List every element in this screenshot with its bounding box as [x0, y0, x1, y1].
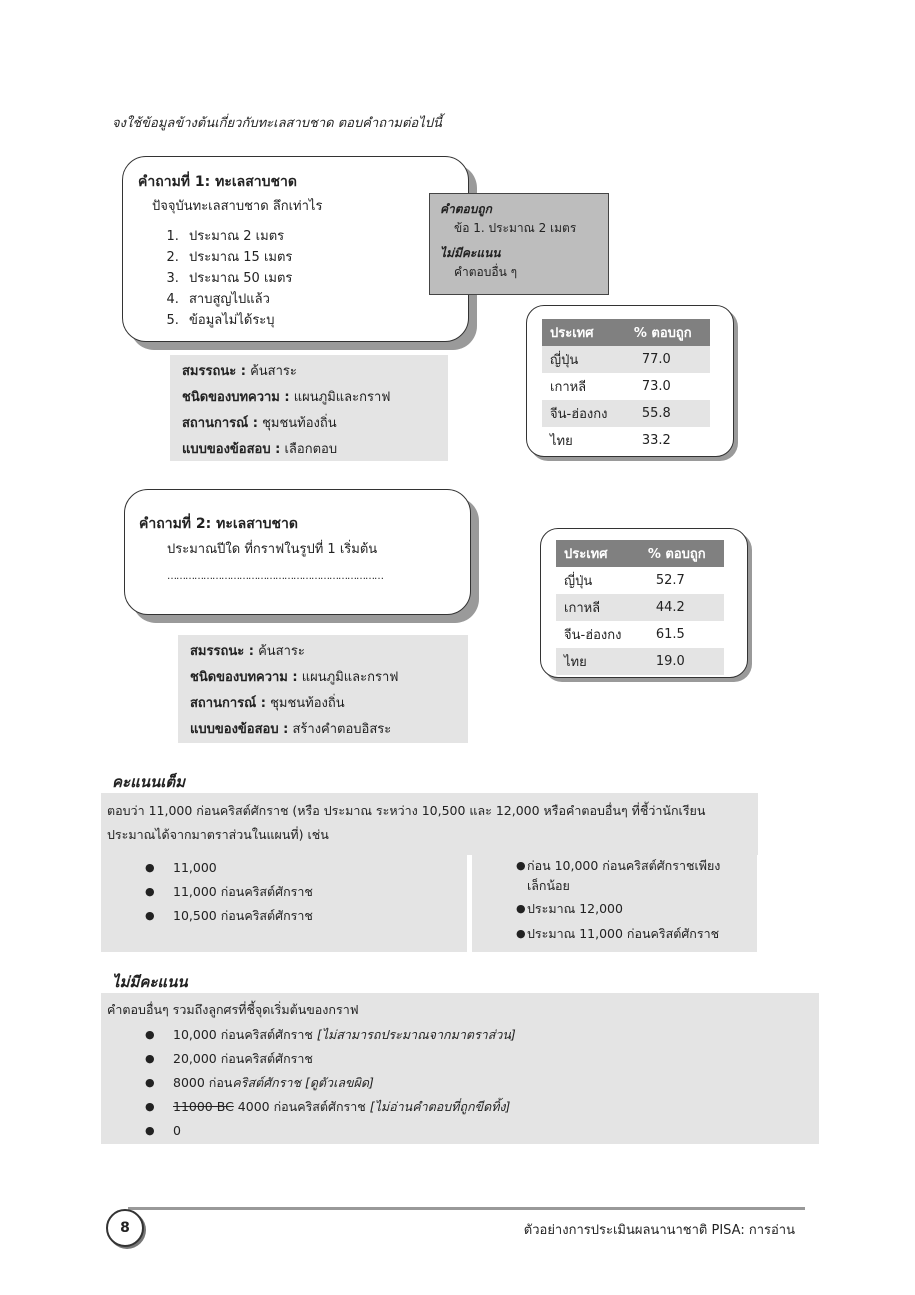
full-credit-examples-left	[101, 852, 467, 952]
list-item: ● 11,000	[101, 856, 467, 880]
table-row	[556, 621, 724, 648]
percent-cell: 55.8	[626, 400, 710, 427]
no-credit-item-note: [ดูตัวเลขผิด]	[304, 1075, 374, 1090]
meta-label-text-type: ชนิดของบทความ :	[190, 670, 298, 685]
footer-divider	[128, 1207, 805, 1210]
list-item	[101, 1047, 813, 1071]
meta-label-item-format: แบบของข้อสอบ :	[190, 722, 289, 737]
correct-answer-heading: คำตอบถูก	[440, 202, 492, 216]
table-row	[556, 567, 724, 594]
meta-value-item-format: สร้างคำตอบอิสระ	[292, 722, 392, 737]
list-item: ● ประมาณ 12,000	[472, 896, 757, 922]
results-table-1	[542, 319, 710, 454]
column-header-country: ประเทศ	[542, 319, 626, 346]
question-1-metadata	[170, 355, 448, 461]
country-cell: ญี่ปุ่น	[542, 346, 626, 373]
results-table-2-box	[540, 528, 748, 678]
question-1-options	[138, 226, 468, 331]
table-row	[542, 346, 710, 373]
results-table-2	[556, 540, 724, 675]
meta-label-situation: สถานการณ์ :	[190, 696, 266, 711]
percent-cell: 61.5	[655, 627, 685, 642]
meta-value-situation: ชุมชนท้องถิ่น	[270, 696, 345, 711]
meta-value-competency: ค้นสาระ	[258, 644, 305, 659]
instruction-text: จงใช้ข้อมูลข้างต้นเกี่ยวกับทะเลสาบชาด ตอบคำถามต่อไปนี้	[112, 116, 442, 131]
list-item: ● ประมาณ 11,000 ก่อนคริสต์ศักราช	[472, 922, 757, 946]
page-number: 8	[106, 1209, 144, 1247]
question-1-text: ปัจจุบันทะเลสาบชาด ลึกเท่าไร	[152, 199, 323, 214]
question-2-box	[124, 489, 471, 615]
no-credit-item-text: 0	[173, 1123, 181, 1138]
no-credit-item-note: [ไม่สามารถประมาณจากมาตราส่วน]	[316, 1027, 516, 1042]
no-credit-heading: ไม่มีคะแนน	[440, 246, 501, 260]
meta-label-situation: สถานการณ์ :	[182, 416, 258, 431]
option-2: 2. ประมาณ 15 เมตร	[183, 247, 468, 268]
option-3: 3. ประมาณ 50 เมตร	[183, 268, 468, 289]
table-row	[556, 648, 724, 675]
no-credit-item-text: 10,000 ก่อนคริสต์ศักราช	[173, 1027, 313, 1042]
no-credit-item-text: 8000 ก่อน	[173, 1075, 233, 1090]
no-credit-text: คำตอบอื่น ๆ	[454, 265, 518, 279]
question-2-metadata	[178, 635, 468, 743]
full-credit-heading: คะแนนเต็ม	[112, 773, 186, 791]
meta-value-text-type: แผนภูมิและกราฟ	[293, 390, 391, 405]
meta-label-competency: สมรรถนะ :	[190, 644, 254, 659]
full-credit-desc-line-2: ประมาณได้จากมาตราส่วนในแผนที่) เช่น	[107, 827, 329, 842]
percent-cell: 52.7	[655, 573, 685, 588]
list-item	[101, 1023, 813, 1047]
correct-answer-text: ข้อ 1. ประมาณ 2 เมตร	[454, 221, 577, 235]
list-item: ● ก่อน 10,000 ก่อนคริสต์ศักราชเพียงเล็กน้อย	[472, 856, 757, 896]
no-credit-item-note: [ไม่อ่านคำตอบที่ถูกขีดทิ้ง]	[369, 1099, 511, 1114]
list-item: ● 10,500 ก่อนคริสต์ศักราช	[101, 904, 467, 928]
column-header-percent-correct: % ตอบถูก	[626, 319, 710, 346]
answer-blank-line: ………………………………………………………………	[167, 571, 383, 582]
country-cell: เกาหลี	[556, 594, 640, 621]
list-item	[101, 1071, 813, 1095]
full-credit-examples-right	[472, 852, 757, 952]
question-2-title: คำถามที่ 2: ทะเลสาบชาด	[139, 516, 298, 532]
full-credit-desc-line-1: ตอบว่า 11,000 ก่อนคริสต์ศักราช (หรือ ประมาณ ระหว่าง 10,500 และ 12,000 หรือคำตอบอื่นๆ ที่ชี้ว่านักเรียน	[107, 803, 706, 818]
meta-label-text-type: ชนิดของบทความ :	[182, 390, 290, 405]
column-header-percent-correct: % ตอบถูก	[640, 540, 724, 567]
no-credit-item-text: 4000 ก่อนคริสต์ศักราช	[233, 1099, 366, 1114]
no-credit-desc-text: คำตอบอื่นๆ รวมถึงลูกศรที่ชี้จุดเริ่มต้นของกราฟ	[107, 1002, 359, 1017]
question-1-box	[122, 156, 469, 342]
question-1-title: คำถามที่ 1: ทะเลสาบชาด	[138, 174, 297, 190]
struck-through-answer: 11000 BC	[173, 1099, 234, 1114]
option-1: 1. ประมาณ 2 เมตร	[183, 226, 468, 247]
footer-title: ตัวอย่างการประเมินผลนานาชาติ PISA: การอ่าน	[523, 1223, 795, 1238]
question-2-text: ประมาณปีใด ที่กราฟในรูปที่ 1 เริ่มต้น	[167, 542, 378, 557]
full-credit-description	[101, 793, 758, 855]
country-cell: ไทย	[550, 434, 573, 449]
no-credit-description	[101, 993, 819, 1144]
list-item	[101, 1119, 813, 1143]
no-credit-item-text-italic: คริสต์ศักราช	[232, 1075, 301, 1090]
country-cell: จีน-ฮ่องกง	[542, 400, 626, 427]
country-cell: ญี่ปุ่น	[564, 574, 593, 589]
percent-cell: 73.0	[641, 379, 671, 394]
list-item	[101, 1095, 813, 1119]
no-credit-item-text: 20,000 ก่อนคริสต์ศักราช	[173, 1051, 313, 1066]
no-credit-section-heading: ไม่มีคะแนน	[112, 973, 188, 991]
option-5: 5. ข้อมูลไม่ได้ระบุ	[183, 310, 468, 331]
country-cell: จีน-ฮ่องกง	[564, 628, 622, 643]
percent-cell: 44.2	[640, 594, 724, 621]
meta-value-item-format: เลือกตอบ	[284, 442, 338, 457]
percent-cell: 77.0	[626, 346, 710, 373]
percent-cell: 33.2	[641, 433, 671, 448]
results-table-1-box	[526, 305, 734, 457]
table-row	[542, 400, 710, 427]
country-cell: เกาหลี	[550, 380, 587, 395]
scoring-answer-box	[429, 193, 609, 295]
meta-value-text-type: แผนภูมิและกราฟ	[301, 670, 399, 685]
column-header-country: ประเทศ	[556, 540, 640, 567]
country-cell: ไทย	[556, 648, 640, 675]
list-item: ● 11,000 ก่อนคริสต์ศักราช	[101, 880, 467, 904]
table-row	[542, 427, 710, 454]
table-row	[556, 594, 724, 621]
meta-label-item-format: แบบของข้อสอบ :	[182, 442, 281, 457]
table-row	[542, 373, 710, 400]
meta-label-competency: สมรรถนะ :	[182, 364, 246, 379]
meta-value-situation: ชุมชนท้องถิ่น	[262, 416, 337, 431]
percent-cell: 19.0	[640, 648, 724, 675]
option-4: 4. สาบสูญไปแล้ว	[183, 289, 468, 310]
meta-value-competency: ค้นสาระ	[250, 364, 297, 379]
